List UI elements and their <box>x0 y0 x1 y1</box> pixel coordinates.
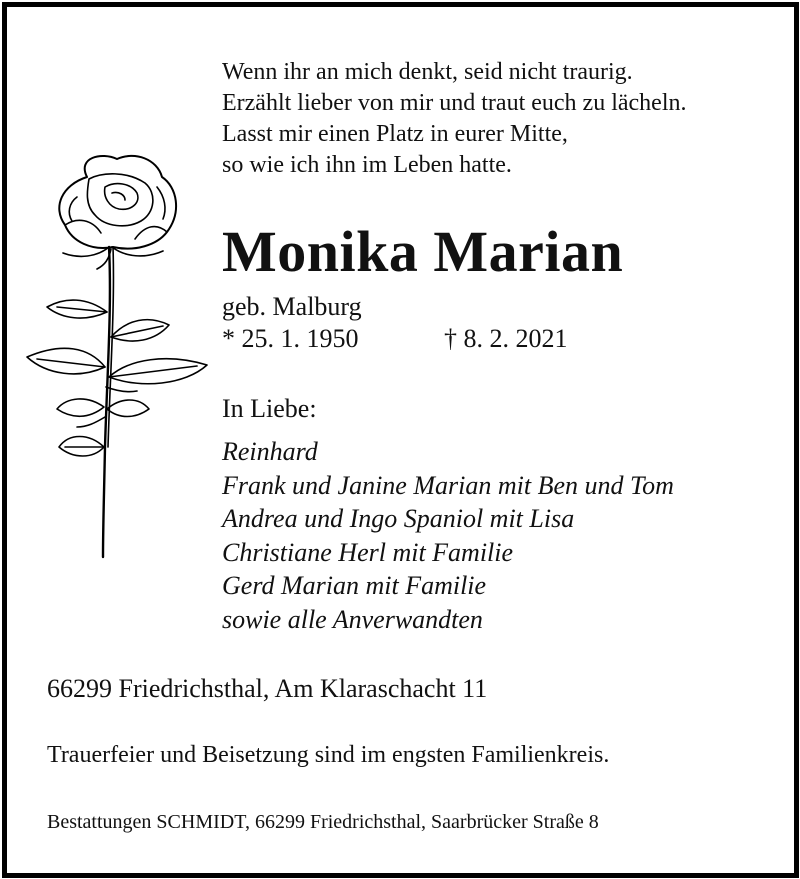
mourner: Andrea und Ingo Spaniol mit Lisa <box>222 504 575 533</box>
mourner: Christiane Herl mit Familie <box>222 537 514 567</box>
death-date: † 8. 2. 2021 <box>444 324 568 353</box>
mourner: sowie alle Anverwandten <box>222 604 483 634</box>
poem-line: so wie ich ihn im Leben hatte. <box>222 152 512 178</box>
poem <box>222 57 686 181</box>
mourner: Gerd Marian mit Familie <box>222 571 487 600</box>
birth-date: * 25. 1. 1950 <box>222 324 359 353</box>
ceremony-note: Trauerfeier und Beisetzung sind im engsten Familienkreis. <box>47 742 610 768</box>
mourners-list <box>222 435 674 636</box>
life-dates <box>222 323 568 355</box>
deceased-name: Monika Marian <box>222 219 624 284</box>
poem-line: Wenn ihr an mich denkt, seid nicht traurig. <box>222 59 633 85</box>
poem-line: Lasst mir einen Platz in eurer Mitte, <box>222 121 568 147</box>
love-heading: In Liebe: <box>222 394 317 423</box>
mourner: Frank und Janine Marian mit Ben und Tom <box>222 470 674 500</box>
mourner: Reinhard <box>222 437 318 466</box>
obituary-frame <box>2 2 799 878</box>
rose-icon <box>17 147 217 567</box>
address: 66299 Friedrichsthal, Am Klaraschacht 11 <box>47 674 488 703</box>
born-name: geb. Malburg <box>222 292 362 321</box>
undertaker: Bestattungen SCHMIDT, 66299 Friedrichsthal, Saarbrücker Straße 8 <box>47 811 599 833</box>
poem-line: Erzählt lieber von mir und traut euch zu lächeln. <box>222 90 687 116</box>
